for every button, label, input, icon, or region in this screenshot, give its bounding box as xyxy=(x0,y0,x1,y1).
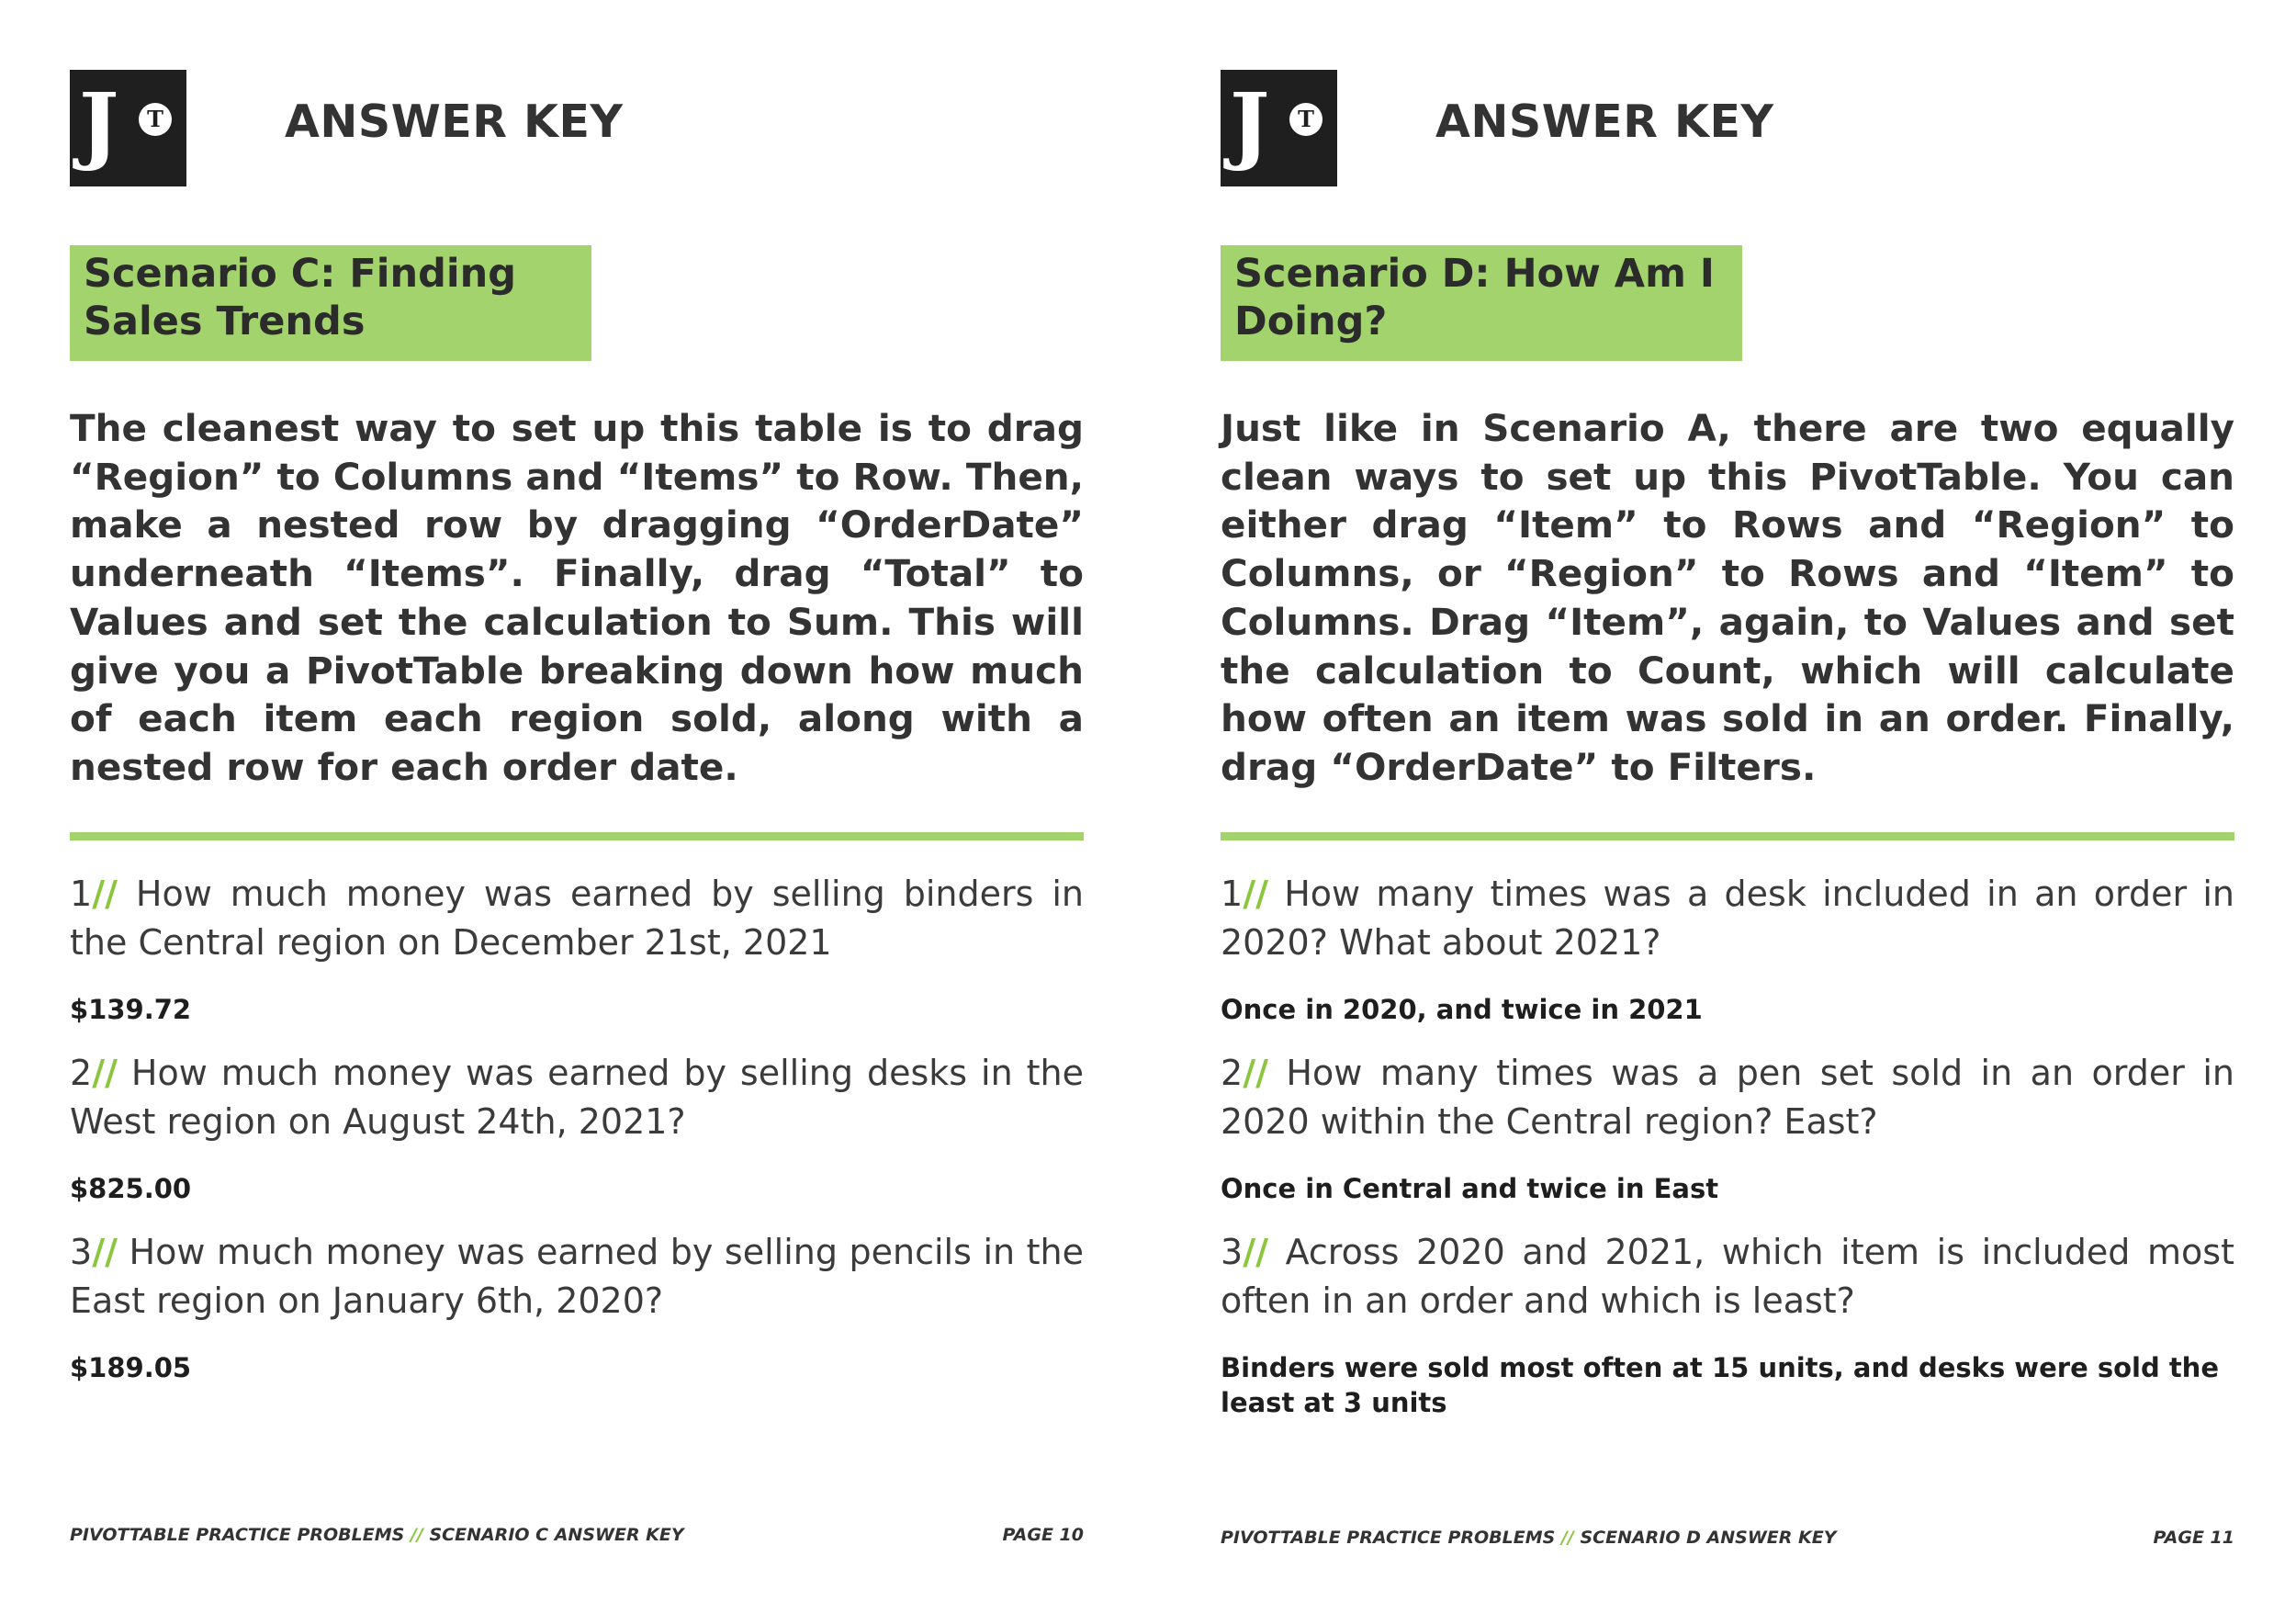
footer-suffix: SCENARIO C ANSWER KEY xyxy=(422,1525,684,1545)
answer-3: $189.05 xyxy=(70,1352,192,1383)
question-3 xyxy=(1221,1228,2234,1325)
question-text: How many times was a desk included in an order in 2020? What about 2021? xyxy=(1221,874,2234,963)
question-number: 3 xyxy=(70,1232,93,1272)
page-title: ANSWER KEY xyxy=(1435,96,1774,148)
slash-marker: // xyxy=(92,1232,118,1272)
question-text: How much money was earned by selling binders in the Central region on December 21st, 2021 xyxy=(70,874,1084,963)
question-text: How many times was a pen set sold in an order in 2020 within the Central region? East? xyxy=(1221,1053,2234,1142)
jt-logo xyxy=(70,70,186,186)
section-divider xyxy=(1221,832,2234,840)
footer-slashes: // xyxy=(410,1525,423,1545)
page-header xyxy=(70,70,1084,186)
question-1 xyxy=(70,870,1084,967)
slash-marker: // xyxy=(92,874,118,914)
answer-3: Binders were sold most often at 15 units, and desks were sold the least at 3 units xyxy=(1221,1352,2219,1418)
footer-slashes: // xyxy=(1560,1528,1574,1548)
question-number: 3 xyxy=(1221,1232,1244,1272)
intro-paragraph: The cleanest way to set up this table is to drag “Region” to Columns and “Items” to Row. Then, make a nested row by dragging “OrderDate” underneath “Items”. Finally, drag “Total” to Values and set the calculation to Sum. This will give you a PivotTable breaking down how much of each item each region sold, along with a nested row for each order date. xyxy=(70,406,1084,789)
logo-letter: J xyxy=(1230,74,1270,174)
question-2 xyxy=(1221,1049,2234,1146)
section-divider xyxy=(70,832,1084,840)
question-number: 2 xyxy=(1221,1053,1244,1093)
page-number: PAGE 11 xyxy=(2153,1528,2234,1548)
logo-badge: T xyxy=(1289,103,1322,136)
page-header xyxy=(1221,70,2234,186)
question-1 xyxy=(1221,870,2234,967)
logo-badge: T xyxy=(139,103,172,136)
answer-2: $825.00 xyxy=(70,1173,192,1204)
scenario-heading-box xyxy=(1221,245,1742,361)
question-number: 2 xyxy=(70,1053,93,1093)
question-text: How much money was earned by selling pencils in the East region on January 6th, 2020? xyxy=(70,1232,1084,1321)
answer-2: Once in Central and twice in East xyxy=(1221,1173,1719,1204)
footer-running-title xyxy=(70,1525,684,1545)
footer-prefix: PIVOTTABLE PRACTICE PROBLEMS xyxy=(70,1525,411,1545)
question-3 xyxy=(70,1228,1084,1325)
answer-1: Once in 2020, and twice in 2021 xyxy=(1221,994,1703,1025)
logo-letter: J xyxy=(79,74,119,174)
question-number: 1 xyxy=(70,874,93,914)
slash-marker: // xyxy=(1243,1232,1268,1272)
footer-running-title xyxy=(1221,1528,1836,1548)
footer-suffix: SCENARIO D ANSWER KEY xyxy=(1573,1528,1837,1548)
footer-prefix: PIVOTTABLE PRACTICE PROBLEMS xyxy=(1221,1528,1561,1548)
slash-marker: // xyxy=(1243,1053,1268,1093)
page-number: PAGE 10 xyxy=(1002,1525,1084,1545)
scenario-heading-box xyxy=(70,245,591,361)
slash-marker: // xyxy=(1243,874,1268,914)
intro-paragraph: Just like in Scenario A, there are two equally clean ways to set up this PivotTable. You can either drag “Item” to Rows and “Region” to Columns, or “Region” to Rows and “Item” to Columns. Drag “Item”, again, to Values and set the calculation to Count, which will calculate how often an item was sold in an order. Finally, drag “OrderDate” to Filters. xyxy=(1221,406,2234,789)
question-text: Across 2020 and 2021, which item is included most often in an order and which is least? xyxy=(1221,1232,2234,1321)
slash-marker: // xyxy=(92,1053,118,1093)
question-text: How much money was earned by selling desks in the West region on August 24th, 2021? xyxy=(70,1053,1084,1142)
page-title: ANSWER KEY xyxy=(285,96,624,148)
answer-1: $139.72 xyxy=(70,994,192,1025)
question-number: 1 xyxy=(1221,874,1244,914)
jt-logo xyxy=(1221,70,1337,186)
page-right xyxy=(1151,0,2296,1624)
question-2 xyxy=(70,1049,1084,1146)
scenario-title: Scenario C: Finding Sales Trends xyxy=(84,251,517,344)
scenario-title: Scenario D: How Am I Doing? xyxy=(1234,251,1715,344)
